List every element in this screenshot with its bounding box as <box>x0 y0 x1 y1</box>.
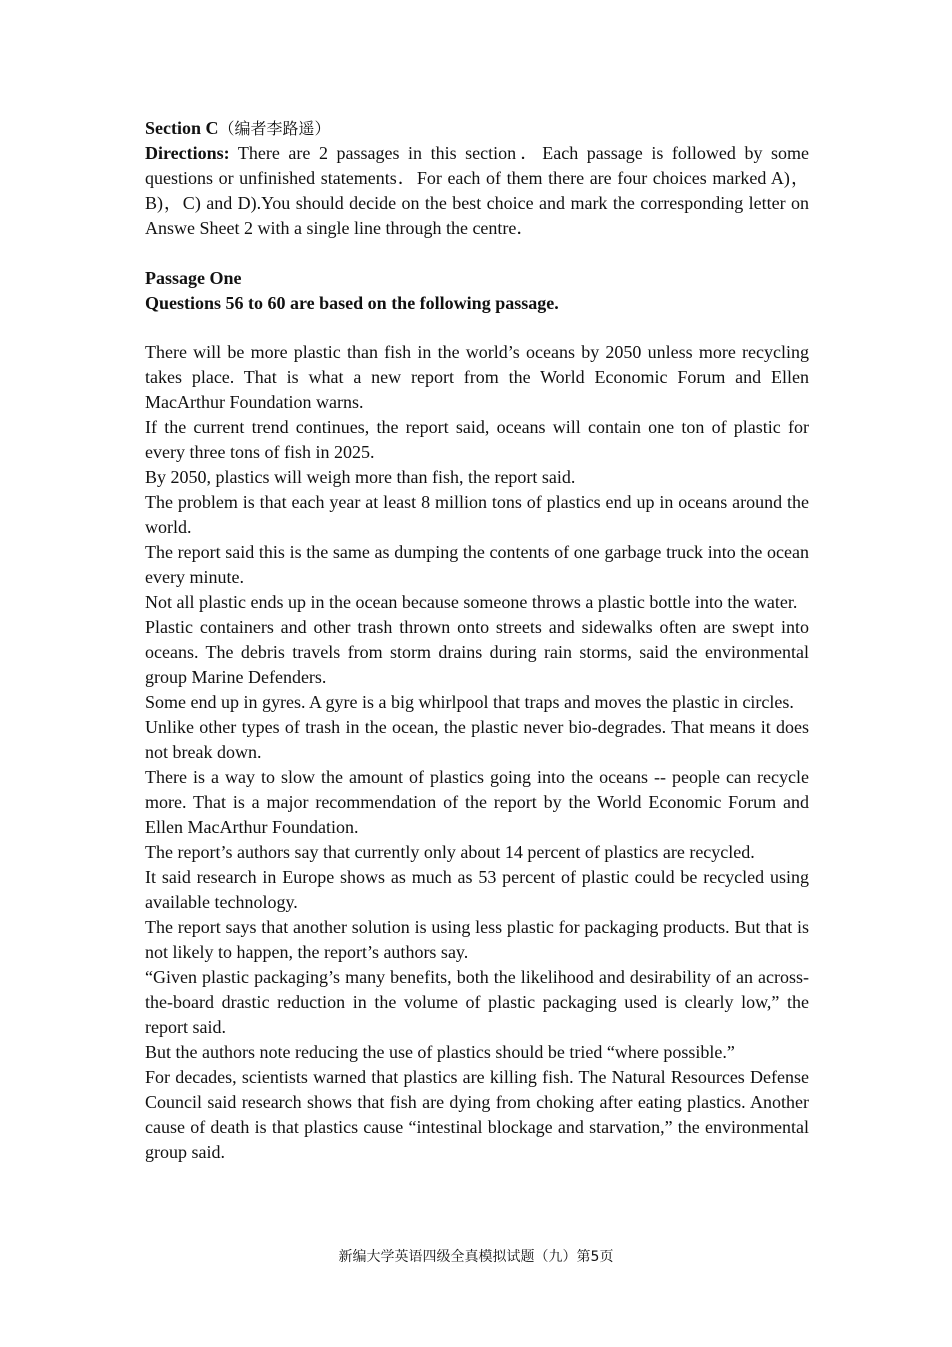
paragraph: But the authors note reducing the use of plastics should be tried “where possible.” <box>145 1042 735 1062</box>
passage-body <box>145 340 809 1165</box>
paragraph: Plastic containers and other trash thrown onto streets and sidewalks often are swept into oceans. The debris travels from storm drains during rain storms, said the environmental group Marine Defenders. <box>145 617 809 687</box>
directions <box>145 141 809 241</box>
paragraph: For decades, scientists warned that plastics are killing fish. The Natural Resources Defense Council said research shows that fish are dying from choking after eating plastics. Another cause of death is that plastics cause “intestinal blockage and starvation,” the environmental group said. <box>145 1067 809 1162</box>
section-label: Section C <box>145 118 219 138</box>
page-content <box>145 116 809 1165</box>
paragraph: There is a way to slow the amount of plastics going into the oceans -- people can recycle more. That is a major recommendation of the report by the World Economic Forum and Ellen MacArthur Foundation. <box>145 767 809 837</box>
paragraph: If the current trend continues, the report said, oceans will contain one ton of plastic for every three tons of fish in 2025. <box>145 417 809 462</box>
page-footer: 新编大学英语四级全真模拟试题（九）第5页 <box>338 1249 614 1265</box>
passage-subtitle: Questions 56 to 60 are based on the following passage. <box>145 293 559 313</box>
paragraph: The report’s authors say that currently only about 14 percent of plastics are recycled. <box>145 842 755 862</box>
section-editor: （编者李路遥） <box>218 119 331 138</box>
paragraph: The report says that another solution is using less plastic for packaging products. But that is not likely to happen, the report’s authors say. <box>145 917 809 962</box>
paragraph: There will be more plastic than fish in the world’s oceans by 2050 unless more recycling takes place. That is what a new report from the World Economic Forum and Ellen MacArthur Foundation warns. <box>145 342 809 412</box>
paragraph: It said research in Europe shows as much as 53 percent of plastic could be recycled using available technology. <box>145 867 809 912</box>
paragraph: Not all plastic ends up in the ocean because someone throws a plastic bottle into the water. <box>145 592 798 612</box>
paragraph: Some end up in gyres. A gyre is a big whirlpool that traps and moves the plastic in circles. <box>145 692 794 712</box>
paragraph: “Given plastic packaging’s many benefits, both the likelihood and desirability of an across-the-board drastic reduction in the volume of plastic packaging used is clearly low,” the report said. <box>145 967 809 1037</box>
passage-title: Passage One <box>145 268 242 288</box>
paragraph: By 2050, plastics will weigh more than fish, the report said. <box>145 467 576 487</box>
paragraph: The problem is that each year at least 8 million tons of plastics end up in oceans around the world. <box>145 492 809 537</box>
section-heading <box>145 116 809 141</box>
directions-text: There are 2 passages in this section．Each passage is followed by some questions or unfinished statements．For each of them there are four choices marked A)，B)，C) and D).You should decide on the best choice and mark the corresponding letter on Answe Sheet 2 with a single line through the centre． <box>145 143 809 238</box>
directions-label: Directions: <box>145 143 230 163</box>
paragraph: Unlike other types of trash in the ocean, the plastic never bio-degrades. That means it does not break down. <box>145 717 809 762</box>
paragraph: The report said this is the same as dumping the contents of one garbage truck into the ocean every minute. <box>145 542 809 587</box>
